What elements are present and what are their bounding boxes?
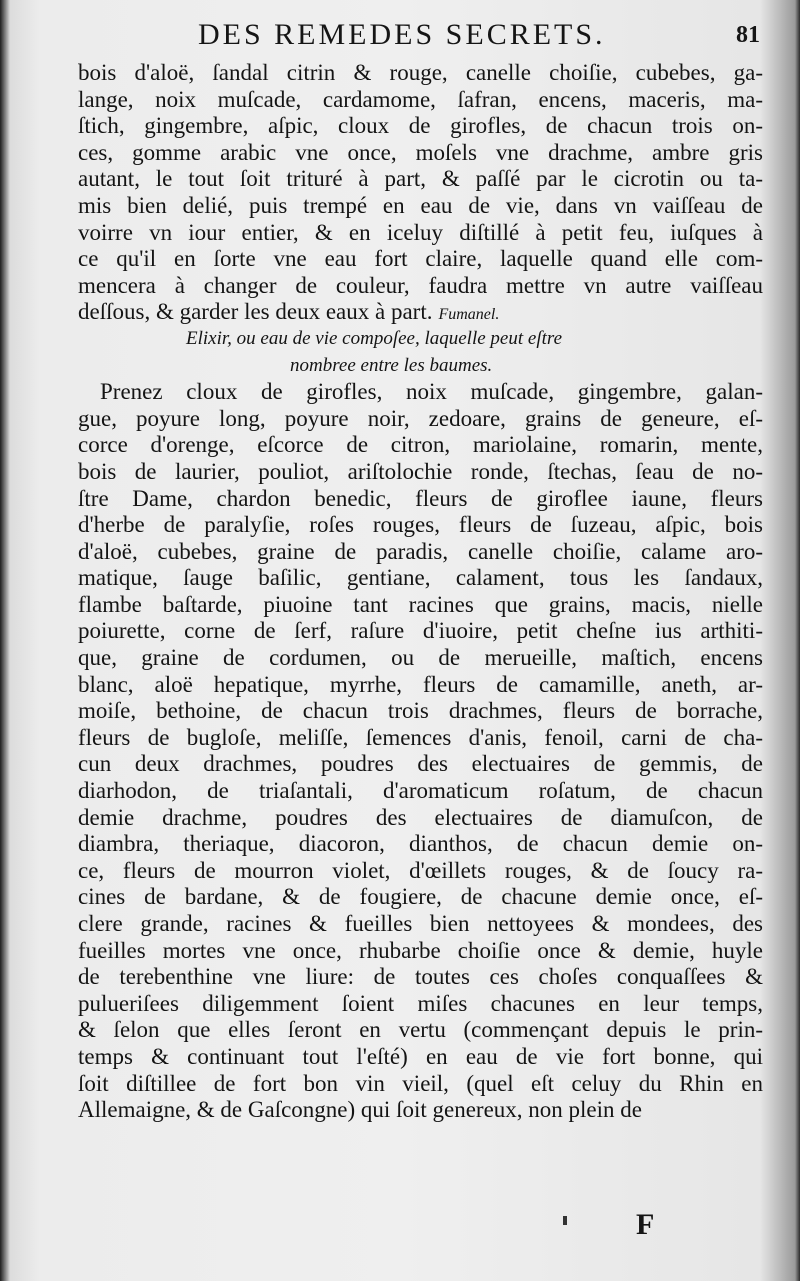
text-line: voirre vn iour entier, & en iceluy diſtillé à petit feu, iuſques à	[78, 219, 763, 245]
text-line: diarhodon, de triaſantali, d'aromaticum roſatum, de chacun	[78, 778, 763, 804]
text-line: fueilles mortes vne once, rhubarbe choiſie once & demie, huyle	[78, 937, 763, 963]
text-line: diambra, theriaque, diacoron, dianthos, de chacun demie on-	[78, 831, 763, 857]
text-line: mis bien delié, puis trempé en eau de vie, dans vn vaiſſeau de	[78, 192, 763, 218]
page-header	[0, 8, 800, 52]
text-line: cines de bardane, & de fougiere, de chacune demie once, eſ-	[78, 884, 763, 910]
text-line: gue, poyure long, poyure noir, zedoare, grains de geneure, eſ-	[78, 405, 763, 431]
text-line: matique, ſauge baſilic, gentiane, calament, tous les ſandaux,	[78, 565, 763, 591]
paragraph-1	[78, 60, 763, 299]
text-line: d'herbe de paralyſie, roſes rouges, fleurs de ſuzeau, aſpic, bois	[78, 512, 763, 538]
text-line: ce qu'il en ſorte vne eau fort claire, laquelle quand elle com-	[78, 246, 763, 272]
section-heading-line-2: nombree entre les baumes.	[290, 354, 493, 376]
text-line: ſtich, gingembre, aſpic, cloux de girofles, de chacun trois on-	[78, 113, 763, 139]
text-line: fleurs de bugloſe, meliſſe, ſemences d'anis, fenoil, carni de cha-	[78, 724, 763, 750]
text-line: de terebenthine vne liure: de toutes ces choſes conquaſſees &	[78, 964, 763, 990]
paragraph-1-last-line	[78, 299, 763, 326]
text-line: demie drachme, poudres des electuaires de diamuſcon, de	[78, 804, 763, 830]
text-line: & ſelon que elles ſeront en vertu (commençant depuis le prin-	[78, 1017, 763, 1043]
text-line: cun deux drachmes, poudres des electuaires de gemmis, de	[78, 751, 763, 777]
source-citation: Fumanel.	[438, 306, 500, 324]
text-line: ces, gomme arabic vne once, moſels vne drachme, ambre gris	[78, 139, 763, 165]
page-number: 81	[736, 22, 760, 48]
signature-mark: F	[636, 1208, 655, 1241]
text-line: temps & continuant tout l'eſté) en eau de vie fort bonne, qui	[78, 1043, 763, 1069]
text-line: ſtre Dame, chardon benedic, fleurs de giroflee iaune, fleurs	[78, 485, 763, 511]
text-line: moiſe, bethoine, de chacun trois drachmes, fleurs de borrache,	[78, 698, 763, 724]
text-line: ſoit diſtillee de fort bon vin vieil, (quel eſt celuy du Rhin en	[78, 1070, 763, 1096]
text-line: ce, fleurs de mourron violet, d'œillets rouges, & de ſoucy ra-	[78, 857, 763, 883]
text-line: corce d'orenge, eſcorce de citron, mariolaine, romarin, mente,	[78, 432, 763, 458]
text-line: lange, noix muſcade, cardamome, ſafran, encens, maceris, ma-	[78, 86, 763, 112]
text-line: Allemaigne, & de Gaſcongne) qui ſoit genereux, non plein de	[78, 1097, 642, 1123]
section-heading-line-1: Elixir, ou eau de vie compoſee, laquelle peut eſtre	[186, 327, 563, 349]
body-text	[78, 60, 763, 1124]
text-line: Prenez cloux de girofles, noix muſcade, gingembre, galan-	[100, 379, 763, 405]
text-line: que, graine de cordumen, ou de merueille, maſtich, encens	[78, 645, 763, 671]
text-line: flambe baſtarde, piuoine tant racines que grains, macis, nielle	[78, 591, 763, 617]
text-line: mencera à changer de couleur, faudra mettre vn autre vaiſſeau	[78, 272, 763, 298]
running-head: DES REMEDES SECRETS.	[198, 18, 606, 51]
text-line: pulueriſees diligemment ſoient miſes chacunes en leur temps,	[78, 990, 763, 1016]
paragraph-2	[78, 379, 763, 1124]
paragraph-1-last-text: deſſous, & garder les deux eaux à part.	[78, 299, 433, 325]
text-line: clere grande, racines & fueilles bien nettoyees & mondees, des	[78, 911, 763, 936]
text-line: bois de laurier, pouliot, ariſtolochie ronde, ſtechas, ſeau de no-	[78, 458, 763, 484]
text-line: d'aloë, cubebes, graine de paradis, canelle choiſie, calame aro-	[78, 538, 763, 564]
text-line: autant, le tout ſoit trituré à part, & paſſé par le cicrotin ou ta-	[78, 166, 763, 192]
text-line: poiurette, corne de ſerf, raſure d'iuoire, petit cheſne ius arthiti-	[78, 618, 763, 644]
text-line: blanc, aloë hepatique, myrrhe, fleurs de camamille, aneth, ar-	[78, 671, 763, 697]
text-line: bois d'aloë, ſandal citrin & rouge, canelle choiſie, cubebes, ga-	[78, 60, 763, 85]
ink-speck	[563, 1216, 567, 1225]
